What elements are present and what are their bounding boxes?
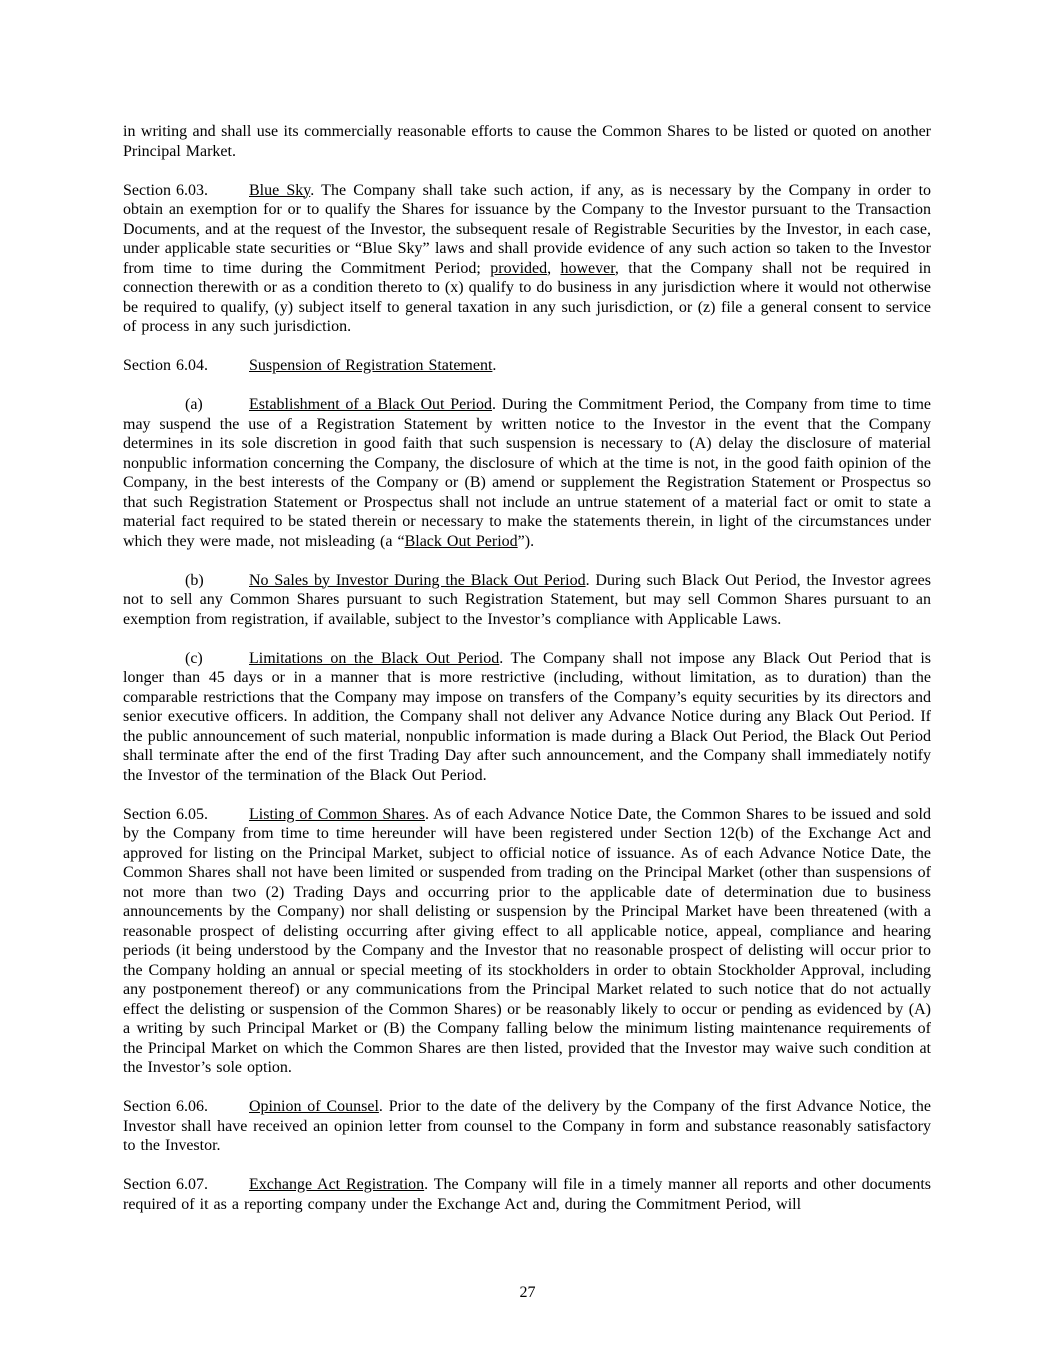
subsection-6-04-a [123, 395, 931, 551]
underlined-text: however [560, 259, 615, 277]
subsection-6-04-c [123, 649, 931, 786]
text-run: ”). [517, 532, 535, 550]
text-run: . The Company shall take such action, if any, as is necessary by the Company in order to obtain an exemption for or to qualify the Shares for issuance by the Company to the Investor pursuant to the Transaction Documents, and at the request of the Investor, the subsequent resale of Registrable Securities by the Investor, in each case, under applicable state securities or “Blue Sky” laws and shall provide evidence of any such action so taken to the Investor from time to time during the Commitment Period; [123, 181, 932, 277]
section-6-05 [123, 805, 931, 1078]
text-run: . As of each Advance Notice Date, the Common Shares to be issued and sold by the Company from time to time hereunder will have been registered under Section 12(b) of the Exchange Act and approved for listing on the Principal Market, subject to official notice of issuance. As of each Advance Notice Date, the Common Shares shall not have been limited or suspended from trading on the Principal Market (other than suspensions of not more than two (2) Trading Days and occurring prior to the applicable date of determination due to business announcements by the Company) nor shall delisting or suspension by the Principal Market have been threatened (with a reasonable prospect of delisting occurring after giving effect to all applicable notice, appeal, compliance and hearing periods (it being understood by the Company and the Investor that no reasonable prospect of delisting will occur prior to the Company holding an annual or special meeting of its stockholders in order to obtain Stockholder Approval, including any postponement thereof) or any communications from the Principal Market related to such notice that do not actually effect the delisting or suspension of the Common Shares) or be reasonably likely to occur or pending as evidenced by (A) a writing by such Principal Market or (B) the Company falling below the minimum listing maintenance requirements of the Principal Market on which the Common Shares are then listed, provided that the Investor may waive such condition at the Investor’s sole option. [123, 805, 931, 1076]
text-run: . The Company will file in a timely manner all reports and other documents required of it as a reporting company under the Exchange Act and, during the Commitment Period, will [123, 1176, 931, 1213]
section-6-07 [123, 1175, 931, 1214]
underlined-text: Exchange Act Registration [249, 1176, 425, 1193]
underlined-text: Black Out Period [404, 532, 518, 550]
subsection-6-04-b [123, 571, 931, 630]
paragraph-list [123, 122, 931, 1214]
text-run: . During such Black Out Period, the Investor agrees not to sell any Common Shares pursuant to such Registration Statement, but may sell Common Shares pursuant to an exemption from registration, if available, subject to the Investor’s compliance with Applicable Laws. [123, 571, 931, 628]
section-6-07-label: Section 6.07. [123, 1176, 208, 1193]
document-body [123, 122, 931, 1234]
section-6-06 [123, 1097, 931, 1156]
underlined-text: Suspension of Registration Statement [249, 357, 493, 374]
section-6-05-label: Section 6.05. [123, 805, 208, 823]
section-6-03-label: Section 6.03. [123, 181, 208, 199]
underlined-text: Listing of Common Shares [249, 805, 425, 823]
underlined-text: provided [490, 259, 548, 277]
underlined-text: Establishment of a Black Out Period [249, 396, 493, 413]
text-run: . The Company shall not impose any Black Out Period that is longer than 45 days or in a manner that is more restrictive (including, without limitation, as to duration) than the comparable restrictions that the Company may impose on transfers of the Company’s equity securities by its directors and senior executive officers. In addition, the Company shall not deliver any Advance Notice during any Black Out Period. If the public announcement of such material, nonpublic information is made during a Black Out Period, the Black Out Period shall terminate after the end of the first Trading Day after such announcement, and the Company shall immediately notify the Investor of the termination of the Black Out Period. [123, 649, 932, 784]
underlined-text: Opinion of Counsel [249, 1098, 379, 1115]
subsection-6-04-b-label: (b) [185, 571, 204, 589]
section-6-04-label: Section 6.04. [123, 357, 208, 374]
text-run: , [547, 259, 561, 277]
text-run: . During the Commitment Period, the Company from time to time may suspend the use of a Registration Statement by written notice to the Investor in the event that the Company determines in its sole discretion in good faith that such suspension is necessary to (A) delay the disclosure of material nonpublic information concerning the Company, the disclosure of which at the time is not, in the good faith opinion of the Company, in the best interests of the Company or (B) amend or supplement the Registration Statement or Prospectus so that such Registration Statement or Prospectus shall not include an untrue statement of a material fact or omit to state a material fact required to be stated therein or necessary to make the statements therein, in light of the circumstances under which they were made, not misleading (a “ [123, 396, 932, 550]
text-run: . [492, 357, 497, 374]
section-6-04 [123, 356, 931, 376]
text-run: in writing and shall use its commercially reasonable efforts to cause the Common Shares to be listed or quoted on another Principal Market. [123, 123, 931, 160]
underlined-text: Limitations on the Black Out Period [249, 649, 500, 667]
section-6-03 [123, 181, 931, 337]
underlined-text: No Sales by Investor During the Black Out Period [249, 571, 586, 589]
section-6-06-label: Section 6.06. [123, 1098, 208, 1115]
page-number: 27 [519, 1284, 536, 1301]
underlined-text: Blue Sky [249, 181, 311, 199]
text-run: , that the Company shall not be required in connection therewith or as a condition thereto to (x) qualify to do business in any jurisdiction where it would not otherwise be required to qualify, (y) subject itself to general taxation in any such jurisdiction, or (z) file a general consent to service of process in any such jurisdiction. [123, 259, 932, 335]
subsection-6-04-c-label: (c) [185, 649, 203, 667]
subsection-6-04-a-label: (a) [185, 396, 203, 413]
text-run: . Prior to the date of the delivery by the Company of the first Advance Notice, the Investor shall have received an opinion letter from counsel to the Company in form and substance reasonably satisfactory to the Investor. [123, 1098, 932, 1154]
continuation-paragraph [123, 122, 931, 161]
